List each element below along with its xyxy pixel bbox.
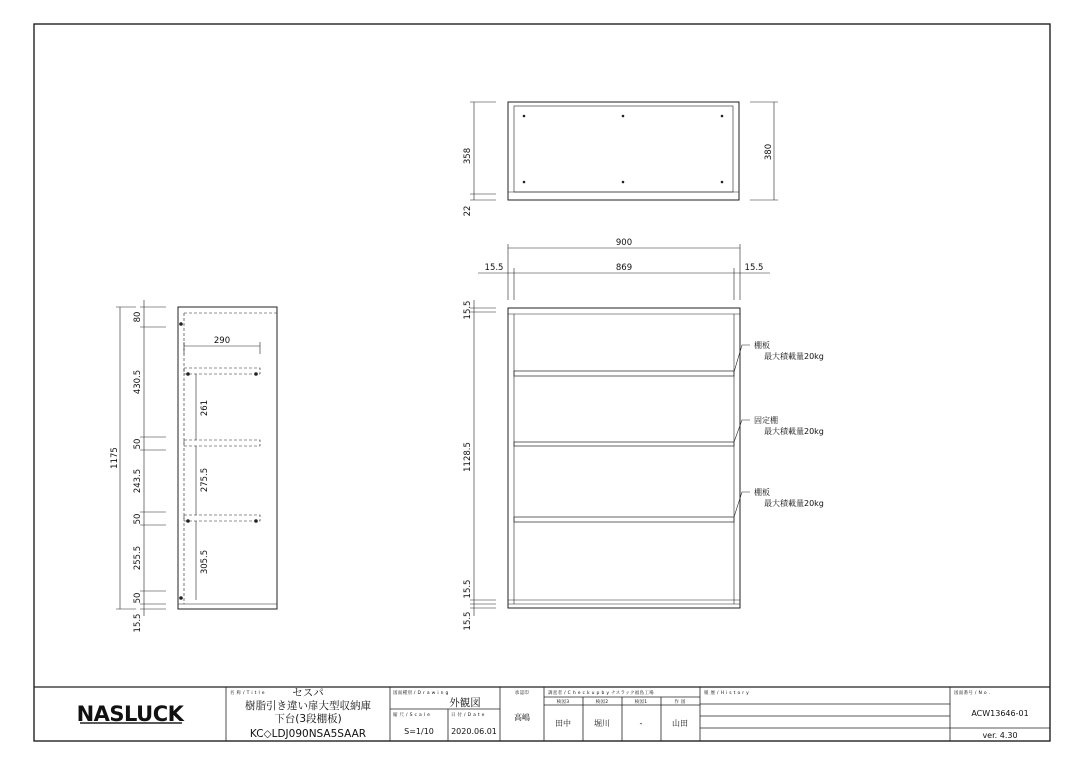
drawing-type-label: 図面種別 / D r a w i n g [393,691,449,696]
check-col-4: 作 図 [674,700,686,705]
check-name-2: 堀川 [594,719,610,728]
side-seg-3-label: 50 [133,438,143,450]
side-seg-2-label: 430.5 [133,369,143,395]
side-inner-3-label: 305.5 [200,549,210,575]
callout-2-name: 固定棚 [754,416,778,425]
side-inner-1-label: 261 [200,399,210,417]
front-width-inner-label: 869 [615,263,633,273]
front-view [470,244,770,616]
title-label: 名 称 / T i t l e [230,691,265,696]
company-logo: NASLUCK [76,702,184,726]
product-sub: 下台(3段棚板) [274,713,342,725]
drawing-number: ACW13646-01 [971,709,1029,718]
check-label: 調査者 / C h e c k u p b y ナスラック福島工場 [548,691,654,696]
check-col-3: 検図1 [634,700,648,705]
title-block-grid [34,687,1050,741]
scale-value: S=1/10 [404,727,434,736]
callout-3-load: 最大積載量20kg [764,499,824,508]
top-depth-total-label: 380 [764,143,774,161]
series-name: セスパ [292,687,324,699]
front-base-1-label: 15.5 [463,579,473,599]
check-name-3: - [639,719,643,728]
side-seg-1-label: 80 [133,311,143,323]
number-label: 図面番号 / N o . [954,691,991,696]
side-depth-label: 290 [213,336,231,346]
check-col-2: 検図2 [595,700,609,705]
scale-label: 縮 尺 / S c a l e [393,713,431,718]
side-seg-8-label: 15.5 [133,613,143,633]
front-width-total-label: 900 [615,238,633,248]
top-depth-inner-label: 358 [463,147,473,165]
side-inner-2-label: 275.5 [200,467,210,493]
front-side-left-label: 15.5 [484,263,504,273]
side-seg-4-label: 243.5 [133,468,143,494]
callout-3-name: 棚板 [754,488,770,497]
side-height-total-label: 1175 [110,447,120,469]
drawing-type: 外観図 [449,697,481,709]
date-value: 2020.06.01 [451,727,497,736]
side-seg-7-label: 50 [133,592,143,604]
history-label: 履 歴 / H i s t o r y [704,691,750,696]
front-top-board-label: 15.5 [463,300,473,320]
callout-1-load: 最大積載量20kg [764,352,824,361]
side-seg-5-label: 50 [133,513,143,525]
side-seg-6-label: 255.5 [133,545,143,571]
callout-2-load: 最大積載量20kg [764,427,824,436]
check-name-4: 山田 [672,719,688,728]
approve-label: 承認印 [514,691,530,696]
callout-1-name: 棚板 [754,341,770,350]
model-code: KC◇LDJ090NSA5SAAR [249,728,367,740]
sheet-border [34,24,1050,741]
front-base-2-label: 15.5 [463,611,473,631]
top-view [470,102,778,200]
approver-name: 高嶋 [514,713,530,722]
check-name-1: 田中 [555,719,571,728]
check-col-1: 検図3 [556,700,570,705]
top-depth-front-label: 22 [463,205,473,217]
drawing-version: ver. 4.30 [982,731,1018,740]
front-height-inner-label: 1128.5 [463,442,473,472]
product-name: 樹脂引き違い扉大型収納庫 [245,700,371,712]
date-label: 日 付 / D a t e [451,713,485,718]
front-side-right-label: 15.5 [744,263,764,273]
